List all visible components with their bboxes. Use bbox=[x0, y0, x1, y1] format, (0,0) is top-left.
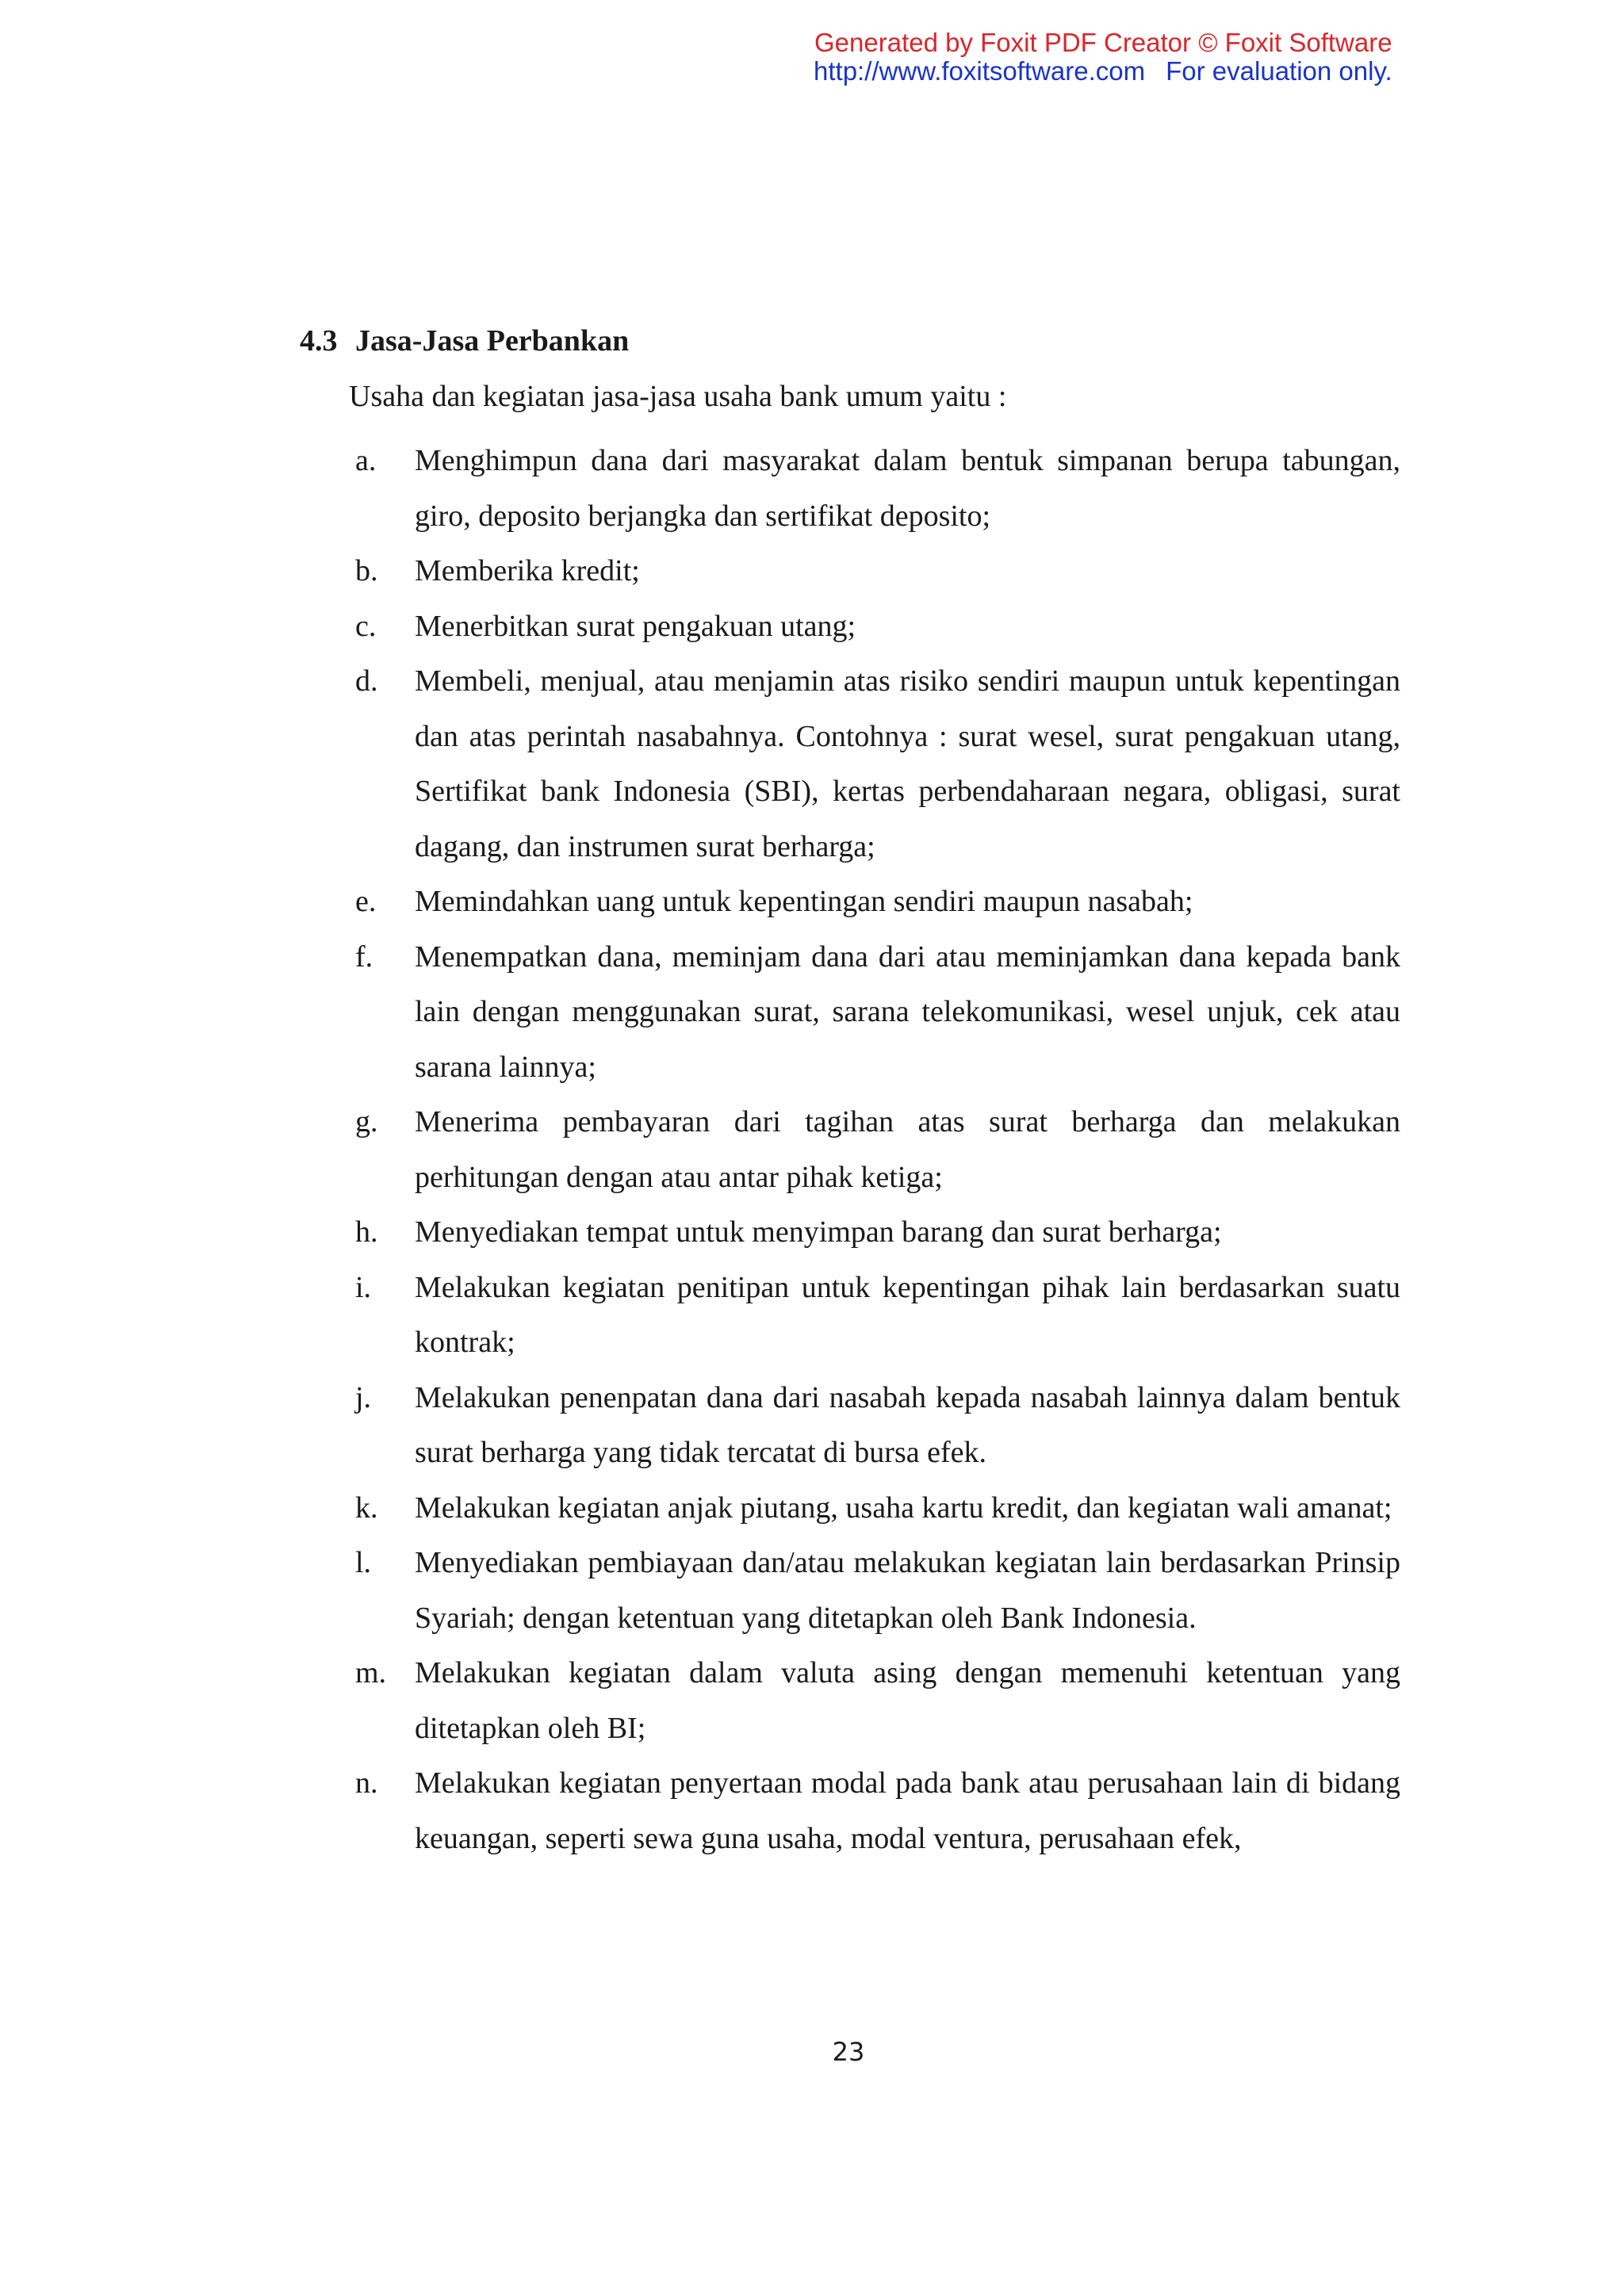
item-letter: e. bbox=[355, 885, 377, 918]
watermark-generator-text: Generated by Foxit PDF Creator © Foxit Software bbox=[814, 28, 1392, 57]
item-text: Melakukan kegiatan penitipan untuk kepentingan pihak lain berdasarkan suatu kontrak; bbox=[415, 1270, 1400, 1359]
item-text: Menerbitkan surat pengakuan utang; bbox=[415, 609, 856, 643]
list-item bbox=[355, 599, 1400, 655]
list-item bbox=[355, 1481, 1400, 1536]
item-text: Menyediakan tempat untuk menyimpan barang dan surat berharga; bbox=[415, 1215, 1222, 1249]
item-text: Menghimpun dana dari masyarakat dalam bentuk simpanan berupa tabungan, giro, deposito berjangka dan sertifikat deposito; bbox=[415, 444, 1400, 533]
item-letter: a. bbox=[355, 444, 377, 477]
item-letter: i. bbox=[355, 1270, 372, 1304]
item-letter: h. bbox=[355, 1215, 378, 1249]
item-text: Melakukan penenpatan dana dari nasabah kepada nasabah lainnya dalam bentuk surat berharga yang tidak tercatat di bursa efek. bbox=[415, 1380, 1400, 1469]
item-letter: k. bbox=[355, 1490, 378, 1525]
item-text: Menempatkan dana, meminjam dana dari atau meminjamkan dana kepada bank lain dengan menggunakan surat, sarana telekomunikasi, wesel unjuk, cek atau sarana lainnya; bbox=[415, 939, 1400, 1084]
service-list bbox=[355, 434, 1400, 1866]
item-text: Memberika kredit; bbox=[415, 554, 640, 587]
item-text: Memindahkan uang untuk kepentingan sendiri maupun nasabah; bbox=[415, 885, 1193, 918]
list-item bbox=[355, 1205, 1400, 1261]
item-letter: f. bbox=[355, 939, 373, 974]
item-text: Melakukan kegiatan anjak piutang, usaha kartu kredit, dan kegiatan wali amanat; bbox=[415, 1490, 1392, 1525]
watermark-line2 bbox=[814, 57, 1464, 86]
list-item bbox=[355, 1756, 1400, 1866]
list-item bbox=[355, 654, 1400, 874]
list-item bbox=[355, 1095, 1400, 1205]
foxit-watermark bbox=[814, 29, 1464, 86]
section-heading bbox=[300, 323, 629, 358]
section-intro: Usaha dan kegiatan jasa-jasa usaha bank umum yaitu : bbox=[349, 380, 1007, 413]
list-item bbox=[355, 1536, 1400, 1646]
list-item bbox=[355, 434, 1400, 544]
section-title: Jasa-Jasa Perbankan bbox=[355, 324, 630, 358]
watermark-evaluation-note: For evaluation only. bbox=[1166, 56, 1392, 86]
item-text: Menerima pembayaran dari tagihan atas surat berharga dan melakukan perhitungan dengan atau antar pihak ketiga; bbox=[415, 1105, 1400, 1194]
list-item bbox=[355, 930, 1400, 1096]
item-letter: l. bbox=[355, 1546, 372, 1579]
item-text: Melakukan kegiatan penyertaan modal pada bank atau perusahaan lain di bidang keuangan, seperti sewa guna usaha, modal ventura, perusahaan efek, bbox=[415, 1766, 1400, 1855]
item-letter: n. bbox=[355, 1766, 378, 1800]
watermark-url: http://www.foxitsoftware.com bbox=[814, 56, 1146, 86]
list-item bbox=[355, 1646, 1400, 1756]
item-letter: c. bbox=[355, 609, 377, 643]
item-letter: d. bbox=[355, 664, 378, 698]
item-text: Menyediakan pembiayaan dan/atau melakukan kegiatan lain berdasarkan Prinsip Syariah; dengan ketentuan yang ditetapkan oleh Bank Indonesia. bbox=[415, 1546, 1400, 1635]
item-text: Membeli, menjual, atau menjamin atas risiko sendiri maupun untuk kepentingan dan atas perintah nasabahnya. Contohnya : surat wesel, surat pengakuan utang, Sertifikat bank Indonesia (SBI), kertas perbendaharaan negara, obligasi, surat dagang, dan instrumen surat berharga; bbox=[415, 664, 1400, 863]
list-item bbox=[355, 874, 1400, 930]
list-item bbox=[355, 544, 1400, 599]
item-letter: g. bbox=[355, 1105, 378, 1138]
page-number: 23 bbox=[832, 2037, 865, 2067]
item-letter: m. bbox=[355, 1656, 387, 1689]
item-letter: b. bbox=[355, 554, 378, 587]
section-number: 4.3 bbox=[300, 324, 338, 358]
item-text: Melakukan kegiatan dalam valuta asing dengan memenuhi ketentuan yang ditetapkan oleh BI; bbox=[415, 1656, 1400, 1745]
list-item bbox=[355, 1371, 1400, 1481]
item-letter: j. bbox=[355, 1380, 372, 1414]
list-item bbox=[355, 1261, 1400, 1371]
